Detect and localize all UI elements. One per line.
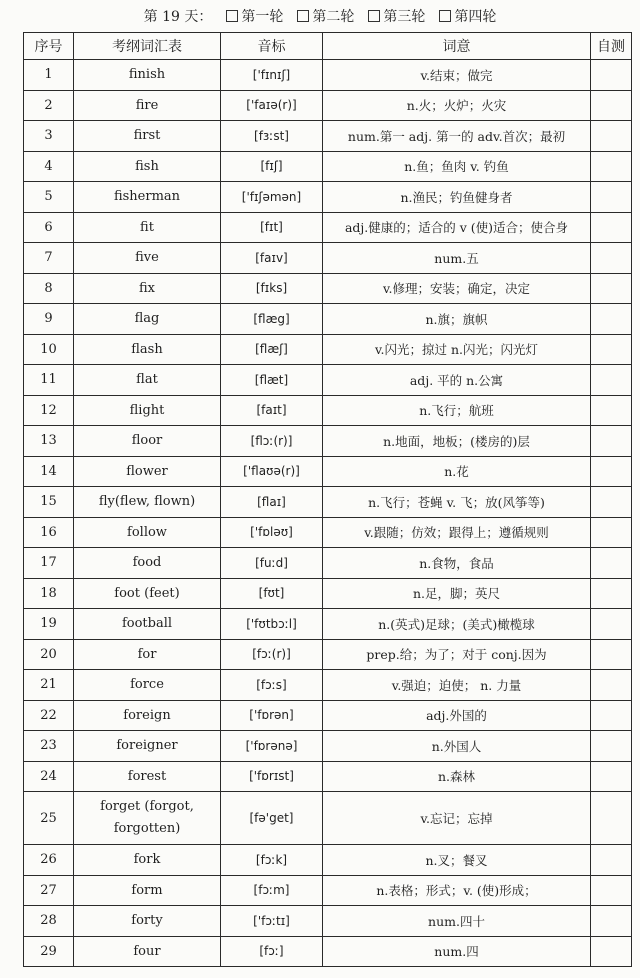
row-number: 18 — [24, 578, 74, 609]
row-self-test[interactable] — [591, 639, 632, 670]
row-meaning: prep.给；为了；对于 conj.因为 — [323, 639, 591, 670]
row-word: fork — [74, 845, 221, 876]
row-self-test[interactable] — [591, 609, 632, 640]
table-row — [24, 395, 632, 426]
row-number: 23 — [24, 731, 74, 762]
table-row — [24, 639, 632, 670]
row-phonetic: ['fɒrən] — [221, 700, 323, 731]
row-word: fish — [74, 151, 221, 182]
row-word: follow — [74, 517, 221, 548]
row-number: 24 — [24, 761, 74, 792]
row-phonetic: [flɔː(r)] — [221, 426, 323, 457]
table-row — [24, 121, 632, 152]
round-1-label: 第一轮 — [241, 9, 284, 25]
checkbox-icon — [297, 10, 309, 22]
row-self-test[interactable] — [591, 60, 632, 91]
table-row — [24, 426, 632, 457]
table-row — [24, 936, 632, 967]
row-word: flash — [74, 334, 221, 365]
row-meaning: num.四十 — [323, 906, 591, 937]
row-meaning: num.五 — [323, 243, 591, 274]
row-meaning: n.飞行；航班 — [323, 395, 591, 426]
row-number: 25 — [24, 792, 74, 845]
row-meaning: n.叉；餐叉 — [323, 845, 591, 876]
row-number: 20 — [24, 639, 74, 670]
row-self-test[interactable] — [591, 151, 632, 182]
table-row — [24, 578, 632, 609]
row-self-test[interactable] — [591, 792, 632, 845]
row-meaning: n.足，脚；英尺 — [323, 578, 591, 609]
table-row — [24, 761, 632, 792]
day-header — [0, 3, 640, 29]
row-word: fix — [74, 273, 221, 304]
checkbox-icon — [226, 10, 238, 22]
row-meaning: n.渔民；钓鱼健身者 — [323, 182, 591, 213]
row-word: flower — [74, 456, 221, 487]
row-phonetic: [fɔːs] — [221, 670, 323, 701]
row-phonetic: [fɔːm] — [221, 875, 323, 906]
row-self-test[interactable] — [591, 875, 632, 906]
row-self-test[interactable] — [591, 936, 632, 967]
table-row — [24, 670, 632, 701]
table-row — [24, 700, 632, 731]
row-word: for — [74, 639, 221, 670]
row-phonetic: [flæg] — [221, 304, 323, 335]
row-word: forest — [74, 761, 221, 792]
row-phonetic: [fɪʃ] — [221, 151, 323, 182]
row-word: force — [74, 670, 221, 701]
table-row — [24, 151, 632, 182]
row-number: 4 — [24, 151, 74, 182]
row-meaning: v.闪光；掠过 n.闪光；闪光灯 — [323, 334, 591, 365]
row-phonetic: [fɔːk] — [221, 845, 323, 876]
row-phonetic: [fɜːst] — [221, 121, 323, 152]
row-meaning: n.地面，地板；(楼房的)层 — [323, 426, 591, 457]
row-word: fly(flew, flown) — [74, 487, 221, 518]
row-phonetic: ['fɒləʊ] — [221, 517, 323, 548]
table-row — [24, 365, 632, 396]
row-word: four — [74, 936, 221, 967]
table-body — [24, 60, 632, 967]
row-number: 27 — [24, 875, 74, 906]
row-number: 6 — [24, 212, 74, 243]
round-1-checkbox[interactable] — [226, 6, 283, 26]
row-number: 26 — [24, 845, 74, 876]
row-phonetic: ['fɒrɪst] — [221, 761, 323, 792]
row-word: foot (feet) — [74, 578, 221, 609]
row-word: forget (forgot, forgotten) — [74, 792, 221, 845]
row-self-test[interactable] — [591, 548, 632, 579]
row-phonetic: [faɪv] — [221, 243, 323, 274]
row-phonetic: ['fɪnɪʃ] — [221, 60, 323, 91]
row-meaning: v.跟随；仿效；跟得上；遵循规则 — [323, 517, 591, 548]
row-number: 17 — [24, 548, 74, 579]
row-meaning: v.结束；做完 — [323, 60, 591, 91]
row-meaning: n.鱼；鱼肉 v. 钓鱼 — [323, 151, 591, 182]
row-self-test[interactable] — [591, 731, 632, 762]
round-2-label: 第二轮 — [312, 9, 355, 25]
row-phonetic: [fuːd] — [221, 548, 323, 579]
row-phonetic: ['fɪʃəmən] — [221, 182, 323, 213]
row-word: fire — [74, 90, 221, 121]
checkbox-icon — [368, 10, 380, 22]
row-phonetic: [fʊt] — [221, 578, 323, 609]
row-word: foreigner — [74, 731, 221, 762]
row-word: form — [74, 875, 221, 906]
row-number: 2 — [24, 90, 74, 121]
table-row — [24, 182, 632, 213]
row-meaning: v.强迫；迫使； n. 力量 — [323, 670, 591, 701]
row-word: flight — [74, 395, 221, 426]
row-word: five — [74, 243, 221, 274]
row-number: 13 — [24, 426, 74, 457]
row-phonetic: [flaɪ] — [221, 487, 323, 518]
header-phonetic: 音标 — [221, 33, 323, 60]
row-self-test[interactable] — [591, 487, 632, 518]
row-phonetic: [fɔː(r)] — [221, 639, 323, 670]
row-phonetic: [flæt] — [221, 365, 323, 396]
row-phonetic: ['flaʊə(r)] — [221, 456, 323, 487]
row-number: 15 — [24, 487, 74, 518]
row-meaning: v.修理；安装；确定，决定 — [323, 273, 591, 304]
row-self-test[interactable] — [591, 182, 632, 213]
row-self-test[interactable] — [591, 906, 632, 937]
row-phonetic: [fə'get] — [221, 792, 323, 845]
row-number: 1 — [24, 60, 74, 91]
row-number: 12 — [24, 395, 74, 426]
row-self-test[interactable] — [591, 243, 632, 274]
round-4-checkbox[interactable] — [439, 6, 496, 26]
table-row — [24, 875, 632, 906]
row-word: fit — [74, 212, 221, 243]
row-meaning: adj.健康的；适合的 v (使)适合；使合身 — [323, 212, 591, 243]
row-self-test[interactable] — [591, 670, 632, 701]
row-word: flag — [74, 304, 221, 335]
header-self-test: 自测 — [591, 33, 632, 60]
row-meaning: adj.外国的 — [323, 700, 591, 731]
row-number: 28 — [24, 906, 74, 937]
row-word: food — [74, 548, 221, 579]
row-word: foreign — [74, 700, 221, 731]
day-label: 第 19 天： — [143, 9, 213, 25]
row-word: fisherman — [74, 182, 221, 213]
row-number: 21 — [24, 670, 74, 701]
table-row — [24, 906, 632, 937]
row-number: 11 — [24, 365, 74, 396]
row-word: floor — [74, 426, 221, 457]
row-meaning: v.忘记；忘掉 — [323, 792, 591, 845]
header-number: 序号 — [24, 33, 74, 60]
checkbox-icon — [439, 10, 451, 22]
row-meaning: n.外国人 — [323, 731, 591, 762]
table-row — [24, 60, 632, 91]
row-word: forty — [74, 906, 221, 937]
row-meaning: num.四 — [323, 936, 591, 967]
row-number: 3 — [24, 121, 74, 152]
table-header-row — [24, 33, 632, 60]
row-meaning: adj. 平的 n.公寓 — [323, 365, 591, 396]
row-number: 8 — [24, 273, 74, 304]
table-row — [24, 304, 632, 335]
row-number: 7 — [24, 243, 74, 274]
row-number: 9 — [24, 304, 74, 335]
row-phonetic: ['fɒrənə] — [221, 731, 323, 762]
row-phonetic: ['fɔːtɪ] — [221, 906, 323, 937]
table-row — [24, 845, 632, 876]
header-meaning: 词意 — [323, 33, 591, 60]
row-number: 5 — [24, 182, 74, 213]
row-phonetic: [fɪks] — [221, 273, 323, 304]
row-self-test[interactable] — [591, 365, 632, 396]
table-row — [24, 792, 632, 845]
table-row — [24, 90, 632, 121]
row-self-test[interactable] — [591, 578, 632, 609]
row-self-test[interactable] — [591, 700, 632, 731]
row-meaning: n.食物，食品 — [323, 548, 591, 579]
row-word: flat — [74, 365, 221, 396]
row-number: 29 — [24, 936, 74, 967]
round-3-label: 第三轮 — [383, 9, 426, 25]
row-meaning: n.花 — [323, 456, 591, 487]
row-meaning: n.旗；旗帜 — [323, 304, 591, 335]
row-self-test[interactable] — [591, 426, 632, 457]
row-phonetic: [fɪt] — [221, 212, 323, 243]
row-word: finish — [74, 60, 221, 91]
round-2-checkbox[interactable] — [297, 6, 354, 26]
table-row — [24, 517, 632, 548]
row-self-test[interactable] — [591, 273, 632, 304]
row-self-test[interactable] — [591, 845, 632, 876]
row-number: 14 — [24, 456, 74, 487]
row-self-test[interactable] — [591, 90, 632, 121]
row-self-test[interactable] — [591, 761, 632, 792]
row-self-test[interactable] — [591, 121, 632, 152]
row-meaning: num.第一 adj. 第一的 adv.首次；最初 — [323, 121, 591, 152]
round-4-label: 第四轮 — [454, 9, 497, 25]
row-phonetic: ['fʊtbɔːl] — [221, 609, 323, 640]
table-row — [24, 548, 632, 579]
table-row — [24, 456, 632, 487]
row-word: first — [74, 121, 221, 152]
table-row — [24, 334, 632, 365]
table-row — [24, 609, 632, 640]
row-phonetic: [fɔː] — [221, 936, 323, 967]
round-3-checkbox[interactable] — [368, 6, 425, 26]
row-meaning: n.飞行；苍蝇 v. 飞；放(风筝等) — [323, 487, 591, 518]
row-meaning: n.森林 — [323, 761, 591, 792]
row-phonetic: ['faɪə(r)] — [221, 90, 323, 121]
row-self-test[interactable] — [591, 304, 632, 335]
row-phonetic: [flæʃ] — [221, 334, 323, 365]
row-word: football — [74, 609, 221, 640]
row-number: 22 — [24, 700, 74, 731]
table-row — [24, 273, 632, 304]
row-self-test[interactable] — [591, 395, 632, 426]
row-self-test[interactable] — [591, 517, 632, 548]
vocabulary-table — [23, 32, 632, 967]
table-row — [24, 243, 632, 274]
row-self-test[interactable] — [591, 334, 632, 365]
row-phonetic: [faɪt] — [221, 395, 323, 426]
row-meaning: n.(英式)足球；(美式)橄榄球 — [323, 609, 591, 640]
table-row — [24, 731, 632, 762]
row-meaning: n.表格；形式；v. (使)形成； — [323, 875, 591, 906]
header-word: 考纲词汇表 — [74, 33, 221, 60]
row-meaning: n.火；火炉；火灾 — [323, 90, 591, 121]
row-number: 10 — [24, 334, 74, 365]
row-number: 16 — [24, 517, 74, 548]
row-number: 19 — [24, 609, 74, 640]
row-self-test[interactable] — [591, 456, 632, 487]
table-row — [24, 487, 632, 518]
table-row — [24, 212, 632, 243]
row-self-test[interactable] — [591, 212, 632, 243]
